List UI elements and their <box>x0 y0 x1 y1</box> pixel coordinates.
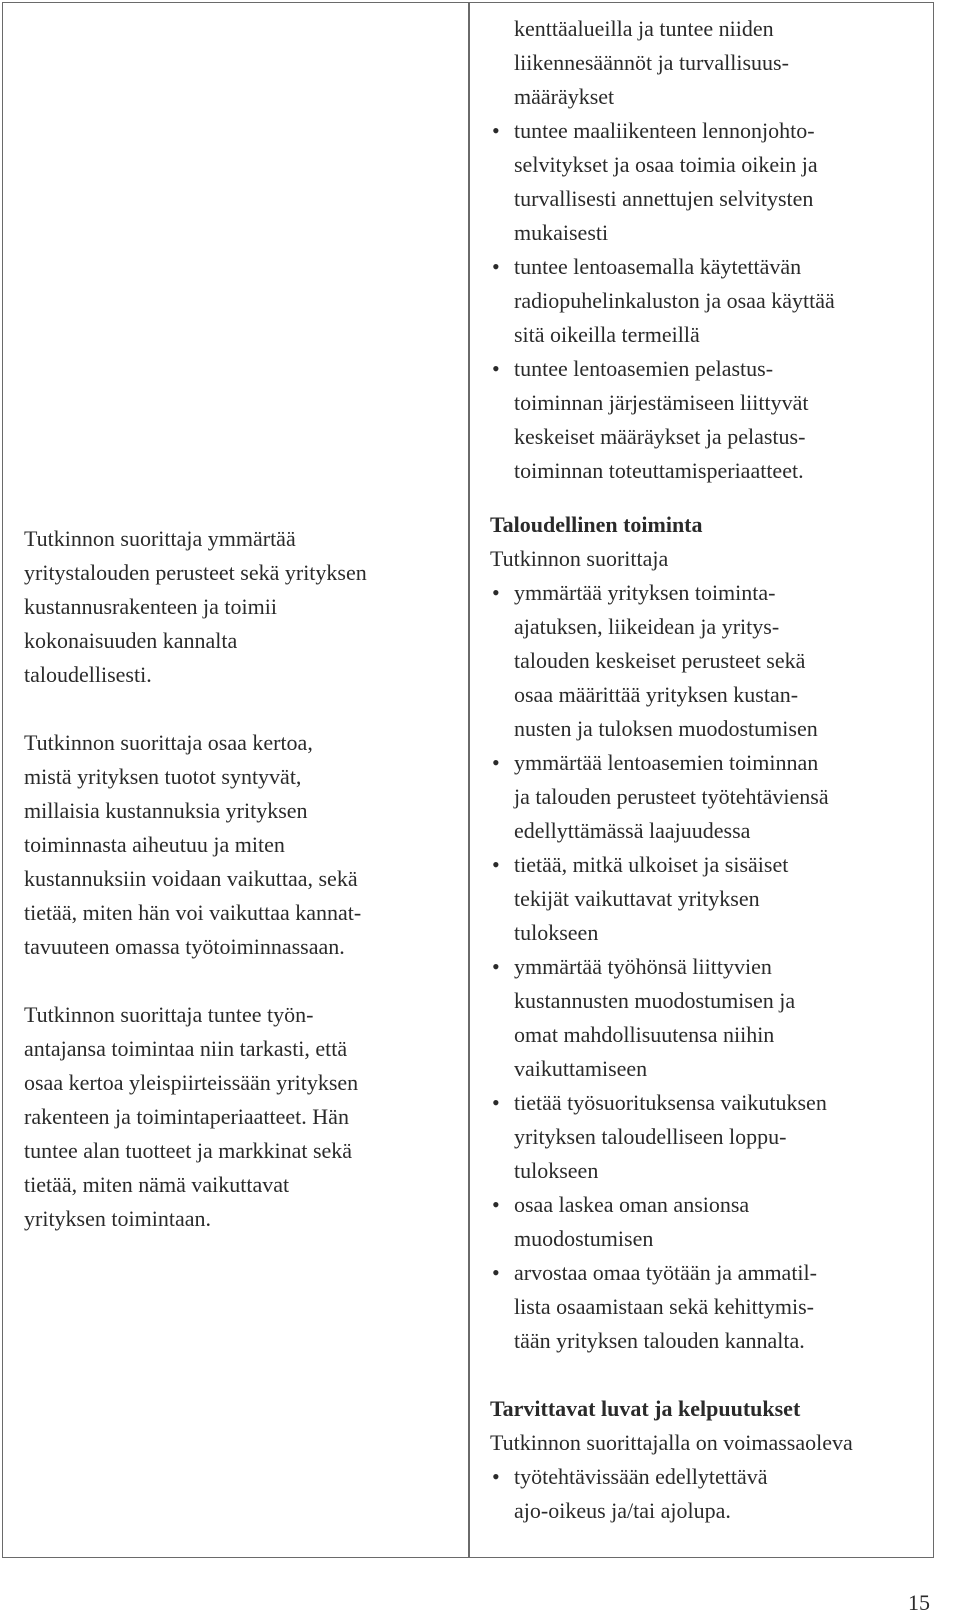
bullet-list <box>490 576 920 1358</box>
left-paragraph-2: Tutkinnon suorittaja osaa kertoa, mistä yrityksen tuotot syntyvät, millaisia kustannuksia yrityksen toiminnasta aiheutuu ja miten kustannuksiin voidaan vaikuttaa, sekä tietää, miten hän voi vaikuttaa kannat- tavuuteen omassa työtoiminnassaan. <box>24 730 362 959</box>
left-column <box>24 522 454 1236</box>
bullet-list <box>490 1460 920 1528</box>
right-column <box>490 12 920 1562</box>
list-item: • tietää, mitkä ulkoiset ja sisäiset tekijät vaikuttavat yrityksen tulokseen <box>490 848 920 950</box>
section-heading: Tarvittavat luvat ja kelpuutukset <box>490 1396 801 1421</box>
list-item: • tuntee lentoasemalla käytettävän radiopuhelinkaluston ja osaa käyttää sitä oikeilla termeillä <box>490 250 920 352</box>
list-item: • ymmärtää lentoasemien toiminnan ja talouden perusteet työtehtäviensä edellyttämässä laajuudessa <box>490 746 920 848</box>
section-intro: Tutkinnon suorittajalla on voimassaoleva <box>490 1430 853 1455</box>
list-item: • ymmärtää työhönsä liittyvien kustannusten muodostumisen ja omat mahdollisuutensa niihin vaikuttamiseen <box>490 950 920 1086</box>
section-intro: Tutkinnon suorittaja <box>490 546 669 571</box>
list-item: • tuntee maaliikenteen lennonjohto- selvitykset ja osaa toimia oikein ja turvallisesti annettujen selvitysten mukaisesti <box>490 114 920 250</box>
list-item: • tuntee lentoasemien pelastus- toiminnan järjestämiseen liittyvät keskeiset määräykset ja pelastus- toiminnan toteuttamisperiaatteet. <box>490 352 920 488</box>
section-licenses <box>490 1392 920 1528</box>
list-item: • arvostaa omaa työtään ja ammatil- lista osaamistaan sekä kehittymis- tään yrityksen talouden kannalta. <box>490 1256 920 1358</box>
section-heading: Taloudellinen toiminta <box>490 512 703 537</box>
continued-bullet-text: kenttäalueilla ja tuntee niiden liikennesäännöt ja turvallisuus- määräykset <box>514 16 789 109</box>
page-number: 15 <box>908 1590 930 1615</box>
list-item: • osaa laskea oman ansionsa muodostumisen <box>490 1188 920 1256</box>
top-bullet-list <box>490 114 920 488</box>
list-item: • työtehtävissään edellytettävä ajo-oikeus ja/tai ajolupa. <box>490 1460 920 1528</box>
left-paragraph-1: Tutkinnon suorittaja ymmärtää yritystalouden perusteet sekä yrityksen kustannusrakenteen ja toimii kokonaisuuden kannalta taloudellisesti. <box>24 526 367 687</box>
section-economic-activity <box>490 508 920 1358</box>
list-item: • ymmärtää yrityksen toiminta- ajatuksen, liikeidean ja yritys- talouden keskeiset perusteet sekä osaa määrittää yrityksen kustan- nusten ja tuloksen muodostumisen <box>490 576 920 746</box>
left-paragraph-3: Tutkinnon suorittaja tuntee työn- antajansa toimintaa niin tarkasti, että osaa kertoa yleispiirteissään yrityksen rakenteen ja toimintaperiaatteet. Hän tuntee alan tuotteet ja markkinat sekä tietää, miten nämä vaikuttavat yrityksen toimintaan. <box>24 1002 359 1231</box>
list-item: • tietää työsuorituksensa vaikutuksen yrityksen taloudelliseen loppu- tulokseen <box>490 1086 920 1188</box>
column-divider <box>468 2 470 1558</box>
